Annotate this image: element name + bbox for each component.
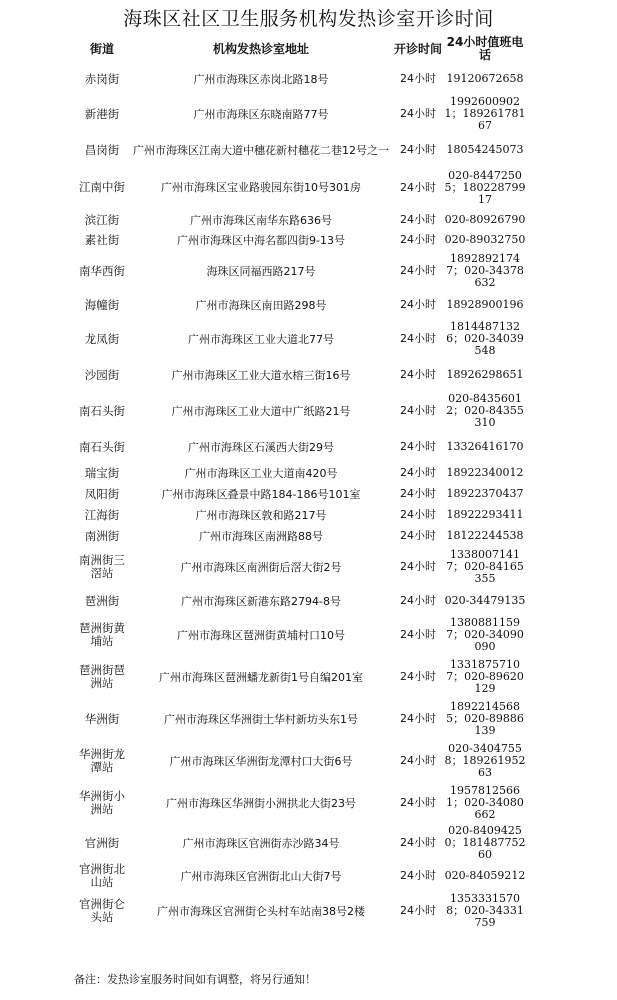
hours-cell: 24小时: [400, 560, 436, 573]
address-cell: 广州市海珠区新港东路2794-8号: [181, 594, 341, 608]
table-row: [74, 292, 526, 318]
table-row: [74, 230, 526, 250]
table-row: [74, 93, 526, 135]
phone-cell: 18144871326；020-34039548: [446, 320, 524, 357]
address-cell: 广州市海珠区琶洲街黄埔村口10号: [177, 628, 345, 642]
table-row: [74, 65, 526, 93]
phone-cell: 18922145685；020-89886139: [446, 700, 524, 737]
street-cell: 华洲街龙潭站: [79, 747, 125, 774]
table-row: [74, 740, 526, 782]
table-row: [74, 698, 526, 740]
phone-cell: 020-84059212: [444, 869, 526, 882]
address-cell: 广州市海珠区赤岗北路18号: [193, 72, 329, 86]
street-cell: 滨江街: [84, 212, 120, 227]
address-cell: 广州市海珠区宝业路骏园东街10号301房: [161, 181, 361, 194]
street-cell: 华洲街小洲站: [79, 789, 125, 816]
street-cell: 琶洲街琶洲站: [79, 663, 125, 690]
phone-cell: 020-84472505；18022879917: [444, 168, 526, 206]
table-row: [74, 862, 526, 890]
hours-cell: 24小时: [400, 143, 436, 156]
hours-cell: 24小时: [400, 754, 436, 767]
street-cell: 赤岗街: [84, 71, 120, 86]
table-row: [74, 824, 526, 862]
header-phone: 24小时值班电话: [446, 35, 524, 62]
address-cell: 广州市海珠区官洲街仑头村车站南38号2楼: [157, 904, 365, 918]
document-title: 海珠区社区卫生服务机构发热诊室开诊时间: [123, 8, 494, 30]
clinic-table: [74, 33, 526, 932]
table-row: [74, 546, 526, 588]
phone-cell: 18054245073: [446, 143, 524, 156]
address-cell: 广州市海珠区华洲街小洲拱北大街23号: [166, 796, 356, 810]
phone-cell: 18926298651: [446, 368, 524, 381]
address-cell: 广州市海珠区官洲街北山大街7号: [180, 869, 342, 883]
hours-cell: 24小时: [400, 836, 436, 849]
hours-cell: 24小时: [400, 107, 436, 120]
phone-cell: 13380071417；020-84165355: [446, 548, 524, 585]
hours-cell: 24小时: [400, 508, 436, 521]
phone-cell: 020-34047558；18926195263: [444, 742, 526, 779]
table-row: [74, 890, 526, 932]
hours-cell: 24小时: [400, 180, 436, 194]
address-cell: 广州市海珠区官洲街赤沙路34号: [182, 836, 340, 850]
hours-cell: 24小时: [400, 594, 436, 607]
table-row: [74, 210, 526, 230]
street-cell: 龙凤街: [84, 331, 120, 346]
street-cell: 官洲街: [84, 835, 120, 850]
table-row: [74, 588, 526, 614]
hours-cell: 24小时: [400, 213, 436, 226]
hours-cell: 24小时: [400, 404, 436, 417]
table-body: [74, 65, 526, 932]
hours-cell: 24小时: [400, 440, 436, 453]
street-cell: 沙园街: [84, 367, 120, 382]
street-cell: 凤阳街: [84, 486, 120, 501]
street-cell: 官洲街仑头站: [79, 897, 125, 924]
street-cell: 南华西街: [79, 263, 125, 278]
hours-cell: 24小时: [400, 233, 436, 246]
address-cell: 广州市海珠区南华东路636号: [190, 213, 332, 227]
phone-cell: 020-80926790: [444, 213, 526, 226]
phone-cell: 13533315708；020-34331759: [446, 892, 524, 929]
phone-cell: 13318757107；020-89620129: [446, 658, 524, 695]
table-row: [74, 390, 526, 432]
header-hours: 开诊时间: [393, 41, 442, 56]
phone-cell: 18928900196: [446, 298, 524, 311]
address-cell: 广州市海珠区石溪西大街29号: [188, 440, 334, 454]
street-cell: 南石头街: [79, 403, 125, 418]
street-cell: 华洲街: [84, 711, 120, 726]
hours-cell: 24小时: [400, 298, 436, 311]
address-cell: 广州市海珠区华洲街龙潭村口大街6号: [169, 754, 353, 768]
phone-cell: 18922293411: [446, 508, 524, 521]
table-row: [74, 504, 526, 526]
street-cell: 江海街: [84, 507, 120, 522]
hours-cell: 24小时: [400, 264, 436, 277]
address-cell: 广州市海珠区南洲路88号: [199, 529, 323, 543]
address-cell: 广州市海珠区琶洲蟠龙新街1号自编201室: [159, 670, 363, 684]
address-cell: 广州市海珠区工业大道南420号: [184, 466, 338, 480]
hours-cell: 24小时: [400, 628, 436, 641]
phone-cell: 13326416170: [446, 440, 524, 453]
street-cell: 琶洲街黄埔站: [79, 621, 125, 648]
address-cell: 广州市海珠区工业大道中广纸路21号: [171, 404, 351, 418]
table-row: [74, 782, 526, 824]
phone-cell: 020-89032750: [444, 233, 526, 246]
street-cell: 新港街: [84, 106, 120, 121]
street-cell: 昌岗街: [84, 142, 120, 157]
address-cell: 广州市海珠区叠景中路184-186号101室: [161, 487, 361, 501]
address-cell: 广州市海珠区工业大道水榕三街16号: [171, 368, 351, 382]
address-cell: 广州市海珠区东晓南路77号: [193, 107, 329, 121]
hours-cell: 24小时: [400, 332, 436, 345]
phone-cell: 020-34479135: [444, 594, 526, 607]
table-row: [74, 656, 526, 698]
address-cell: 广州市海珠区华洲街土华村新坊头东1号: [164, 712, 358, 726]
table-row: [74, 462, 526, 484]
hours-cell: 24小时: [400, 904, 436, 917]
header-row: [74, 33, 526, 65]
table-row: [74, 432, 526, 462]
phone-cell: 19926009021；18926178167: [444, 95, 526, 132]
hours-cell: 24小时: [400, 487, 436, 500]
header-street: 街道: [89, 41, 114, 56]
street-cell: 南石头街: [79, 439, 125, 454]
address-cell: 广州市海珠区中海名都四街9-13号: [177, 233, 345, 247]
street-cell: 南洲街: [84, 528, 120, 543]
phone-cell: 020-84356012；020-84355310: [446, 392, 524, 429]
table-row: [74, 614, 526, 656]
table-row: [74, 250, 526, 292]
address-cell: 广州市海珠区江南大道中穗花新村穗花二巷12号之一: [133, 143, 389, 157]
phone-cell: 18922370437: [446, 487, 524, 500]
address-cell: 广州市海珠区南田路298号: [195, 298, 327, 312]
table-row: [74, 526, 526, 546]
phone-cell: 18122244538: [446, 529, 524, 542]
address-cell: 广州市海珠区工业大道北77号: [188, 332, 334, 346]
phone-cell: 020-84094250；18148775260: [444, 824, 526, 861]
hours-cell: 24小时: [400, 529, 436, 542]
phone-cell: 18928921747；020-34378632: [446, 252, 524, 289]
hours-cell: 24小时: [400, 72, 436, 85]
hours-cell: 24小时: [400, 869, 436, 882]
hours-cell: 24小时: [400, 712, 436, 725]
street-cell: 官洲街北山站: [79, 862, 125, 889]
hours-cell: 24小时: [400, 368, 436, 381]
hours-cell: 24小时: [400, 796, 436, 809]
street-cell: 素社街: [84, 232, 120, 247]
hours-cell: 24小时: [400, 670, 436, 683]
phone-cell: 18922340012: [446, 466, 524, 479]
street-cell: 海幢街: [84, 297, 120, 312]
street-cell: 江南中街: [79, 180, 125, 194]
phone-cell: 13808811597；020-34090090: [446, 616, 524, 653]
phone-cell: 19120672658: [446, 72, 524, 85]
street-cell: 瑞宝街: [84, 465, 120, 480]
footnote: 备注：发热诊室服务时间如有调整，将另行通知！: [74, 973, 316, 986]
address-cell: 广州市海珠区南洲街后滘大街2号: [180, 560, 342, 574]
phone-cell: 19578125661；020-34080662: [446, 784, 524, 821]
address-cell: 广州市海珠区敦和路217号: [195, 508, 327, 522]
table-row: [74, 165, 526, 210]
street-cell: 琶洲街: [84, 593, 120, 608]
table-row: [74, 318, 526, 360]
table-row: [74, 360, 526, 390]
table-row: [74, 484, 526, 504]
address-cell: 海珠区同福西路217号: [206, 264, 316, 278]
street-cell: 南洲街三滘站: [79, 553, 125, 580]
hours-cell: 24小时: [400, 466, 436, 479]
header-address: 机构发热诊室地址: [212, 41, 309, 56]
table-row: [74, 135, 526, 165]
